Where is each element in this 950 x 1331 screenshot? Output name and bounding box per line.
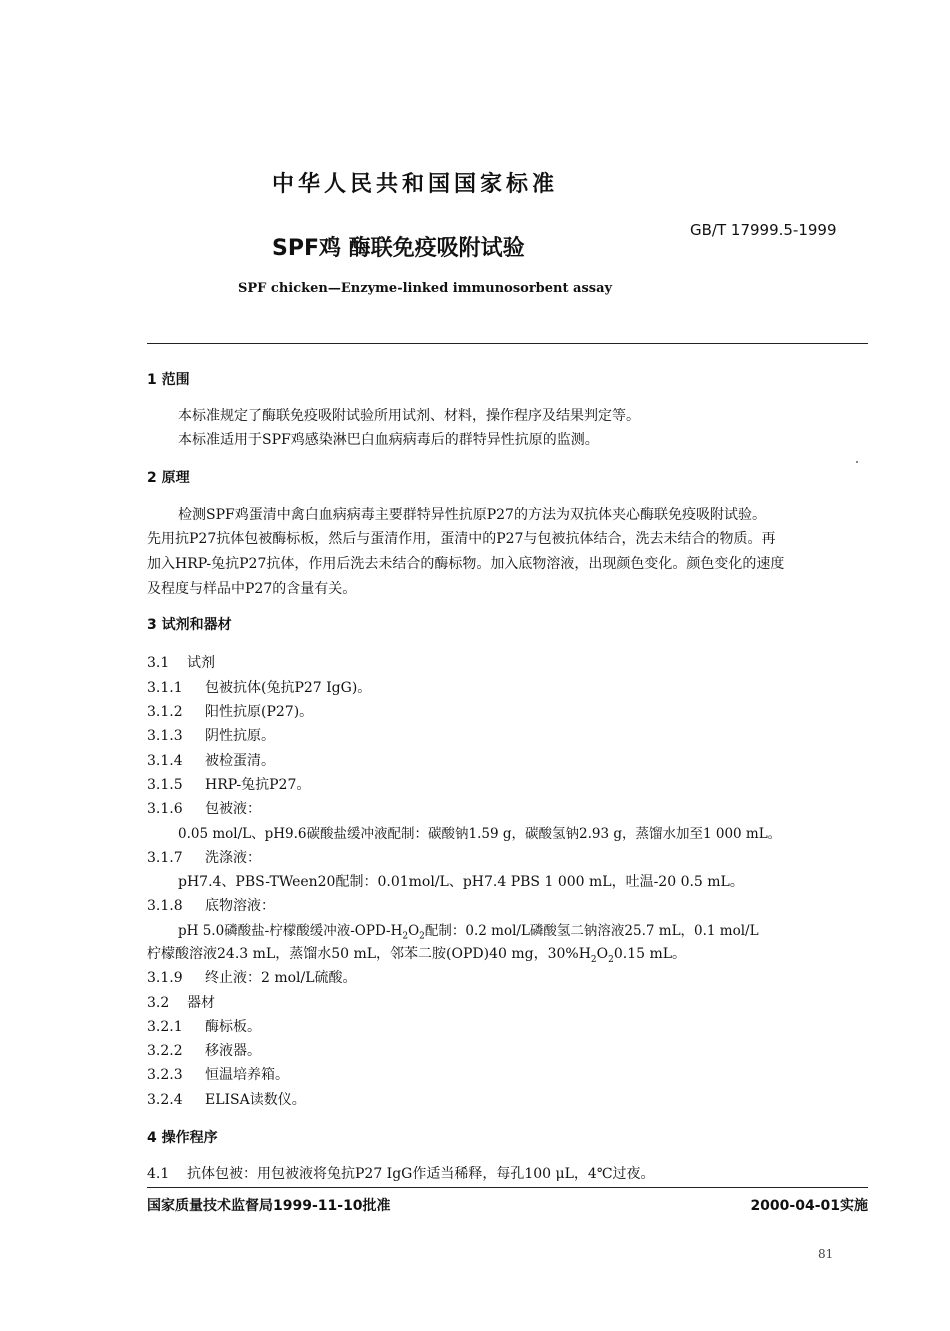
clause-3-2: 3.2 器材	[147, 995, 215, 1011]
section-2-line: 加入HRP-兔抗P27抗体，作用后洗去未结合的酶标物。加入底物溶液，出现颜色变化。颜色变化的速度	[147, 556, 785, 572]
clause-3-1-3: 3.1.3 阴性抗原。	[147, 728, 275, 744]
clause-3-1-6-detail: 0.05 mol/L、pH9.6碳酸盐缓冲液配制：碳酸钠1.59 g，碳酸氢钠2.93 g，蒸馏水加至1 000 mL。	[178, 826, 782, 842]
section-3-heading: 3 试剂和器材	[147, 617, 232, 633]
scan-speck	[856, 461, 858, 463]
section-4-heading: 4 操作程序	[147, 1130, 218, 1146]
clause-3-1-8-detail: pH 5.0磷酸盐-柠檬酸缓冲液$-OPD-H_2O_2$配制：0.2 mol/L磷酸氢二钠溶液25.7 mL，0.1 mol/L	[178, 923, 759, 942]
clause-3-2-2: 3.2.2 移液器。	[147, 1043, 261, 1059]
section-2-line: 及程度与样品中P27的含量有关。	[147, 581, 357, 597]
clause-3-1-4: 3.1.4 被检蛋清。	[147, 753, 275, 769]
section-1-paragraph: 本标准适用于SPF鸡感染淋巴白血病病毒后的群特异性抗原的监测。	[178, 432, 599, 448]
section-1-paragraph: 本标准规定了酶联免疫吸附试验所用试剂、材料，操作程序及结果判定等。	[178, 408, 640, 424]
clause-3-2-1: 3.2.1 酶标板。	[147, 1019, 261, 1035]
approval-line: 国家质量技术监督局1999-11-10批准	[147, 1198, 391, 1214]
clause-3-2-4: 3.2.4 ELISA读数仪。	[147, 1092, 306, 1108]
clause-3-1-9: 3.1.9 终止液：2 mol/L硫酸。	[147, 970, 357, 986]
section-2-line: 先用抗P27抗体包被酶标板，然后与蛋清作用，蛋清中的P27与包被抗体结合，洗去未结合的物质。再	[147, 531, 776, 547]
clause-3-1-2: 3.1.2 阳性抗原(P27)。	[147, 704, 314, 720]
standard-header: 中华人民共和国国家标准	[272, 172, 559, 197]
clause-3-1-6: 3.1.6 包被液：	[147, 801, 261, 817]
standard-code: GB/T 17999.5-1999	[690, 221, 837, 239]
footer-divider	[147, 1187, 868, 1188]
clause-4-1: 4.1 抗体包被：用包被液将兔抗P27 IgG作适当稀释，每孔100 μL，4℃过夜。	[147, 1166, 655, 1182]
section-1-heading: 1 范围	[147, 372, 190, 388]
clause-3-1-5: 3.1.5 HRP-兔抗P27。	[147, 777, 311, 793]
clause-3-1-7: 3.1.7 洗涤液：	[147, 850, 261, 866]
clause-3-2-3: 3.2.3 恒温培养箱。	[147, 1067, 289, 1083]
clause-3-1-8-detail: 柠檬酸溶液24.3 mL，蒸馏水50 mL，邻苯二胺(OPD)40 mg，$30\%H_2O_20.15$ mL。	[147, 946, 687, 965]
header-divider	[147, 343, 868, 344]
section-2-line: 检测SPF鸡蛋清中禽白血病病毒主要群特异性抗原P27的方法为双抗体夹心酶联免疫吸附试验。	[178, 507, 766, 523]
clause-3-1-7-detail: pH7.4、PBS-TWeen20配制：0.01mol/L、pH7.4 PBS 1 000 mL，吐温-20 0.5 mL。	[178, 874, 744, 890]
clause-3-1: 3.1 试剂	[147, 655, 215, 671]
clause-3-1-1: 3.1.1 包被抗体(兔抗P27 IgG)。	[147, 680, 372, 696]
clause-3-1-8: 3.1.8 底物溶液：	[147, 898, 275, 914]
section-2-heading: 2 原理	[147, 470, 190, 486]
document-title-english: SPF chicken—Enzyme-linked immunosorbent assay	[238, 281, 613, 296]
implementation-date: 2000-04-01实施	[750, 1198, 868, 1214]
document-title: SPF鸡 酶联免疫吸附试验	[272, 236, 525, 261]
page-number: 81	[818, 1247, 834, 1261]
